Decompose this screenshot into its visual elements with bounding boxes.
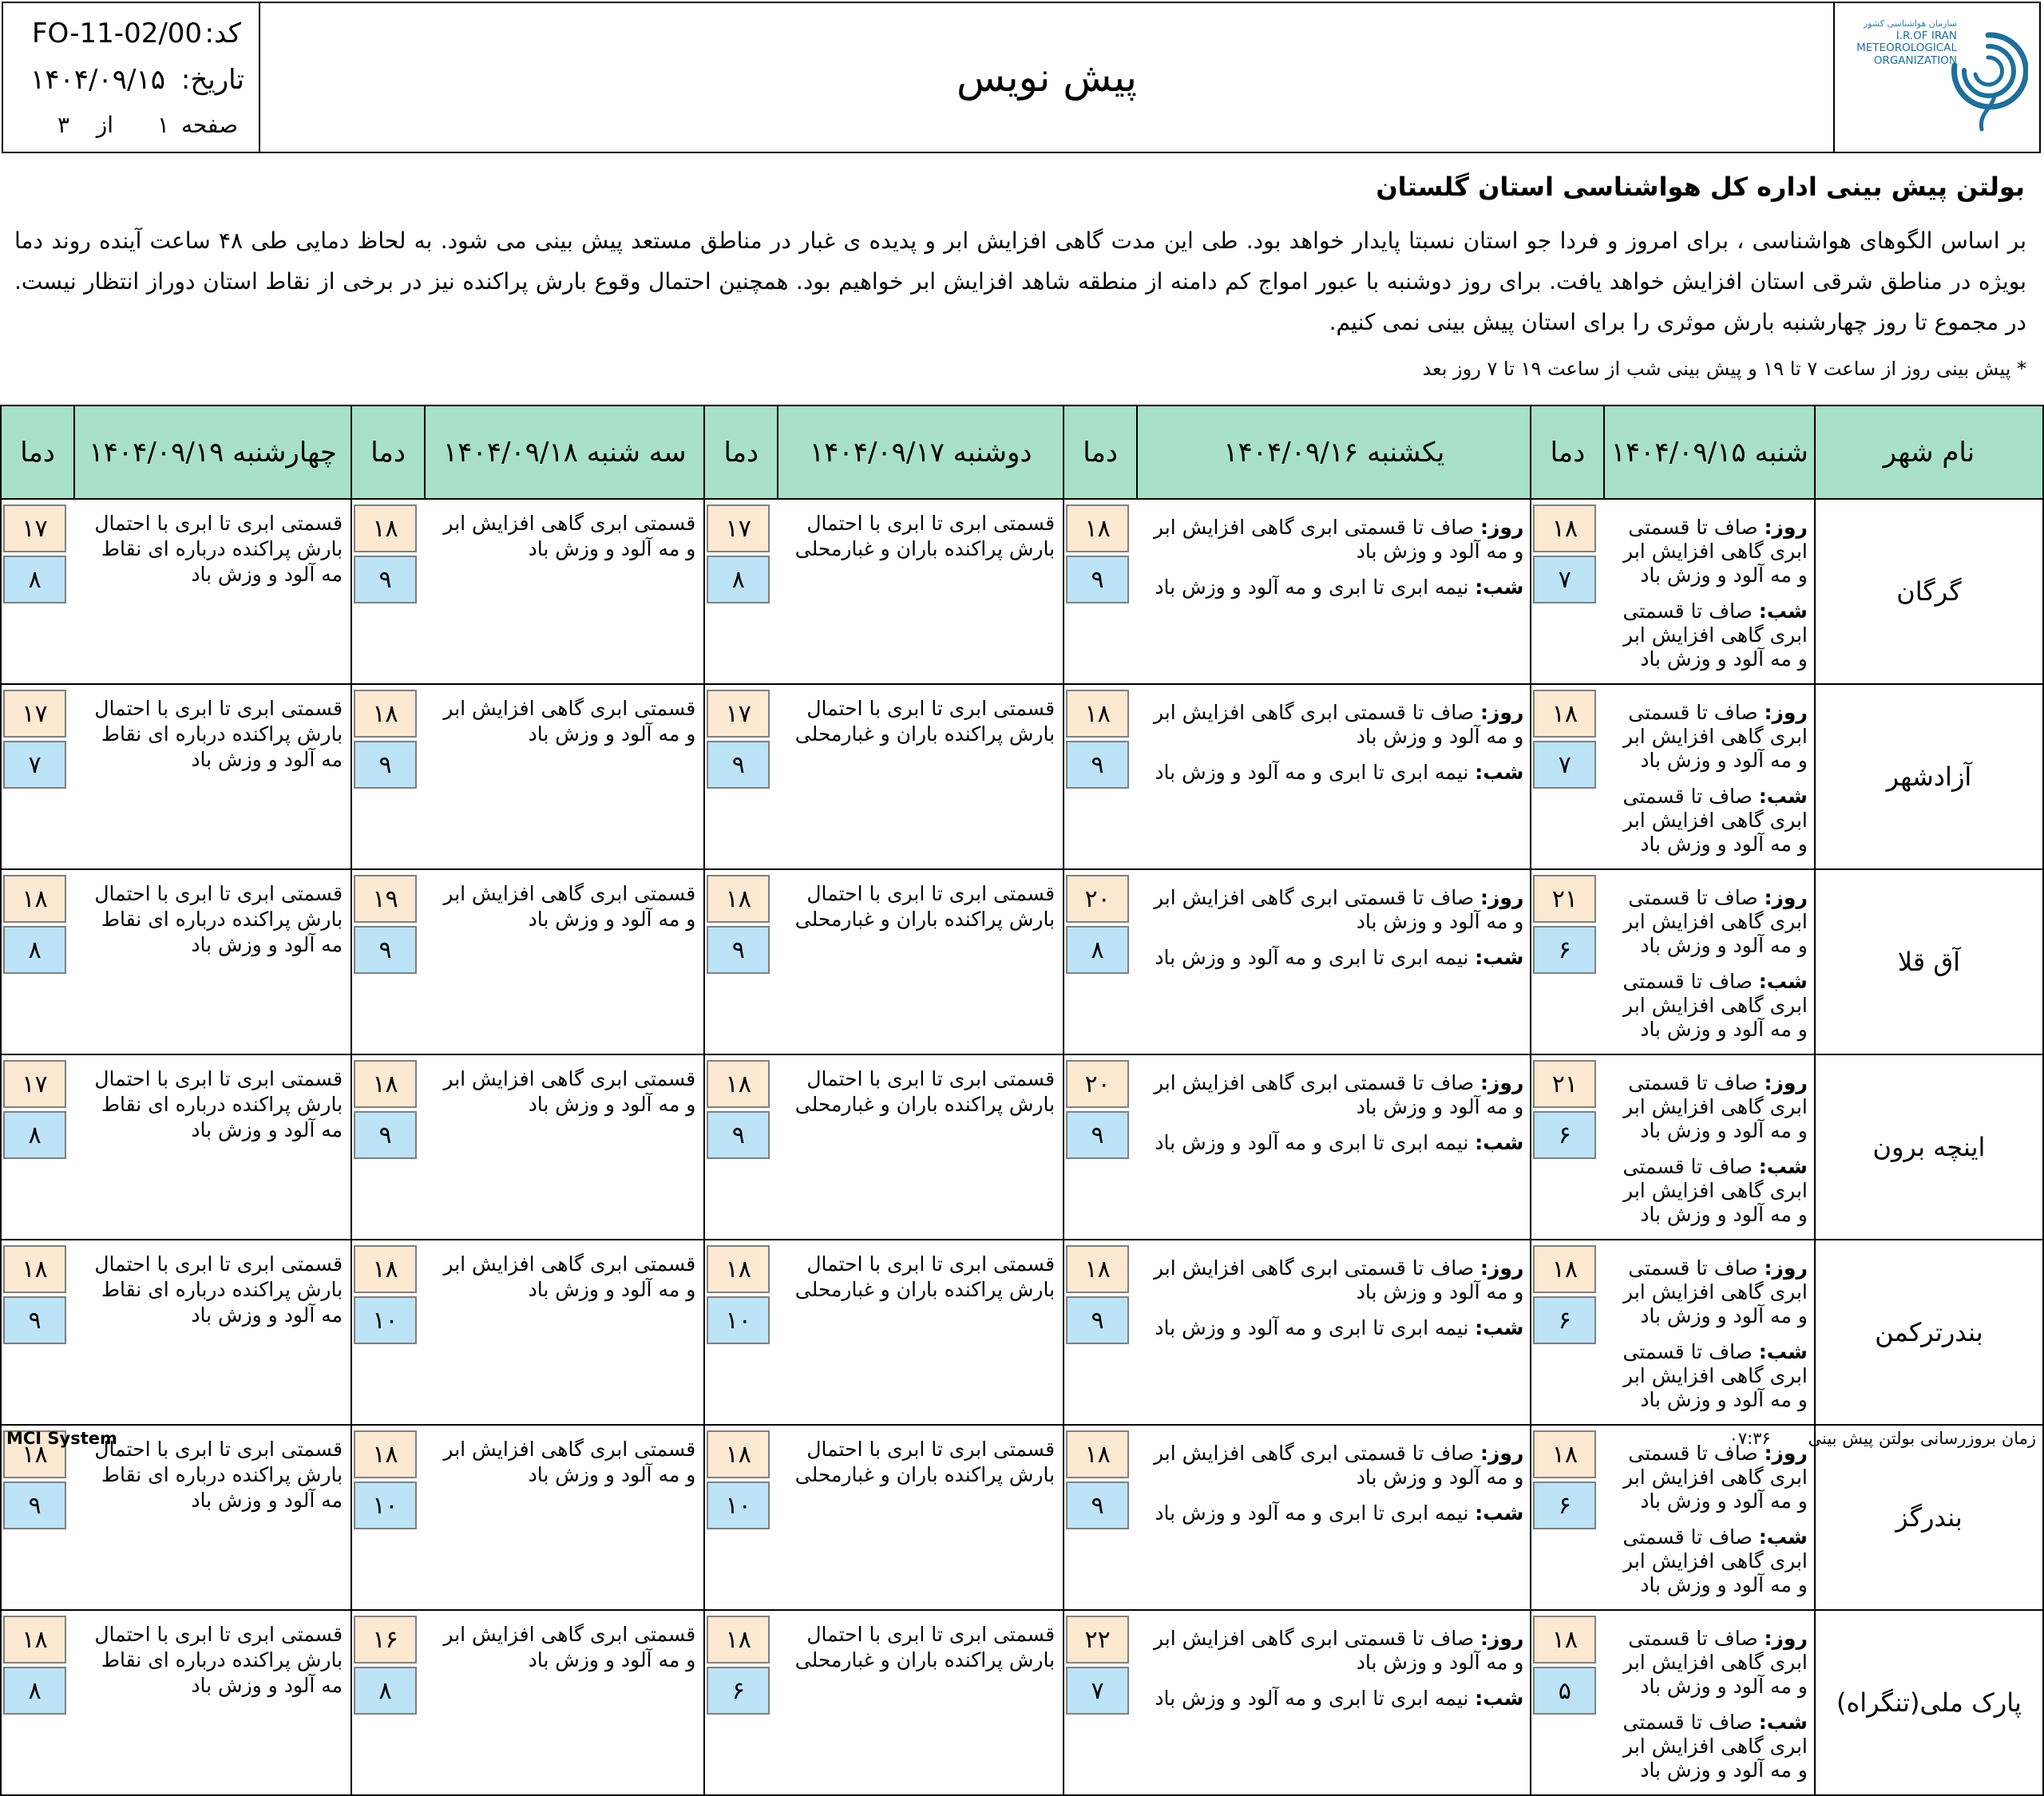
day-forecast bbox=[1609, 886, 1807, 958]
forecast-cell: قسمتی ابری تا ابری با احتمال بارش پراکنده باران و غبارمحلی bbox=[778, 684, 1064, 869]
forecast-cell: قسمتی ابری تا ابری با احتمال بارش پراکنده باران و غبارمحلی bbox=[778, 1610, 1064, 1795]
temperature-cell bbox=[1064, 684, 1137, 869]
max-temperature: ۱۸ bbox=[3, 1616, 66, 1663]
min-temperature: ۶ bbox=[1533, 926, 1596, 974]
forecast-cell: قسمتی ابری تا ابری با احتمال بارش پراکنده درباره ای نقاط مه آلود و وزش باد bbox=[74, 684, 351, 869]
max-temperature: ۱۸ bbox=[1533, 1245, 1596, 1293]
min-temperature: ۷ bbox=[1533, 556, 1596, 603]
temperature-cell bbox=[704, 1610, 778, 1795]
min-temperature: ۸ bbox=[707, 556, 770, 603]
day-night-forecast-cell bbox=[1604, 1240, 1814, 1425]
forecast-cell: قسمتی ابری گاهی افزایش ابر و مه آلود و وزش باد bbox=[425, 1240, 704, 1425]
temperature-cell bbox=[1, 869, 74, 1054]
max-temperature: ۱۸ bbox=[1066, 1245, 1129, 1293]
document-header bbox=[2, 2, 2041, 153]
max-temperature: ۲۰ bbox=[1066, 875, 1129, 923]
day-header: یکشنبه ۱۴۰۴/۰۹/۱۶ bbox=[1137, 405, 1531, 499]
max-temperature: ۱۸ bbox=[354, 1245, 417, 1293]
day-forecast bbox=[1609, 516, 1807, 587]
day-prefix: روز: bbox=[1764, 1256, 1808, 1280]
night-prefix: شب: bbox=[1475, 1131, 1524, 1154]
day-prefix: روز: bbox=[1480, 1071, 1524, 1094]
night-forecast bbox=[1142, 1687, 1523, 1711]
day-prefix: روز: bbox=[1764, 886, 1808, 909]
day-prefix: روز: bbox=[1480, 701, 1524, 724]
logo-text bbox=[1849, 18, 1957, 67]
city-name: بندرگز bbox=[1815, 1425, 2043, 1610]
forecast-time-note: * پیش بینی روز از ساعت ۷ تا ۱۹ و پیش بینی شب از ساعت ۱۹ تا ۷ روز بعد bbox=[1422, 358, 2026, 380]
day-forecast-text: صاف تا قسمتی ابری گاهی افزایش ابر و مه آلود و وزش باد bbox=[1154, 1627, 1524, 1674]
day-prefix: روز: bbox=[1764, 1627, 1808, 1650]
table-row bbox=[1, 684, 2043, 869]
min-temperature: ۶ bbox=[707, 1667, 770, 1715]
day-forecast bbox=[1609, 1071, 1807, 1143]
page-title: پیش نویس bbox=[956, 54, 1138, 101]
min-temperature: ۸ bbox=[3, 1111, 66, 1159]
forecast-cell: قسمتی ابری گاهی افزایش ابر و مه آلود و وزش باد bbox=[425, 499, 704, 684]
min-temperature: ۵ bbox=[1533, 1667, 1596, 1715]
day-forecast-text: صاف تا قسمتی ابری گاهی افزایش ابر و مه آلود و وزش باد bbox=[1623, 516, 1808, 587]
temperature-cell bbox=[351, 869, 425, 1054]
day-night-forecast-cell bbox=[1604, 869, 1814, 1054]
min-temperature: ۸ bbox=[1066, 926, 1129, 974]
night-forecast-text: صاف تا قسمتی ابری گاهی افزایش ابر و مه آلود و وزش باد bbox=[1622, 1711, 1808, 1782]
day-prefix: روز: bbox=[1764, 1071, 1808, 1094]
temperature-cell bbox=[1064, 1054, 1137, 1240]
max-temperature: ۱۷ bbox=[3, 690, 66, 738]
max-temperature: ۱۸ bbox=[1066, 504, 1129, 552]
day-forecast bbox=[1142, 886, 1523, 934]
update-time-footer bbox=[1729, 1429, 2036, 1448]
forecast-cell: قسمتی ابری گاهی افزایش ابر و مه آلود و وزش باد bbox=[425, 1610, 704, 1795]
max-temperature: ۱۹ bbox=[354, 875, 417, 923]
forecast-cell: قسمتی ابری تا ابری با احتمال بارش پراکنده باران و غبارمحلی bbox=[778, 1240, 1064, 1425]
document-meta bbox=[3, 3, 260, 152]
min-temperature: ۶ bbox=[1533, 1482, 1596, 1529]
temperature-cell bbox=[1, 1610, 74, 1795]
min-temperature: ۹ bbox=[3, 1296, 66, 1344]
max-temperature: ۱۸ bbox=[354, 1430, 417, 1478]
min-temperature: ۶ bbox=[1533, 1296, 1596, 1344]
night-prefix: شب: bbox=[1758, 785, 1808, 808]
min-temperature: ۹ bbox=[1066, 1111, 1129, 1159]
temperature-cell bbox=[351, 684, 425, 869]
temp-header: دما bbox=[704, 405, 778, 499]
forecast-cell: قسمتی ابری گاهی افزایش ابر و مه آلود و وزش باد bbox=[425, 869, 704, 1054]
night-forecast bbox=[1142, 1501, 1523, 1525]
night-prefix: شب: bbox=[1758, 1711, 1808, 1734]
day-prefix: روز: bbox=[1480, 1256, 1524, 1280]
logo-en-line-2: METEOROLOGICAL bbox=[1856, 42, 1957, 54]
day-night-forecast-cell bbox=[1604, 684, 1814, 869]
logo-persian-name: سازمان هواشناسی کشور bbox=[1863, 18, 1957, 29]
table-row bbox=[1, 1240, 2043, 1425]
night-prefix: شب: bbox=[1475, 1687, 1524, 1710]
day-forecast-text: صاف تا قسمتی ابری گاهی افزایش ابر و مه آلود و وزش باد bbox=[1623, 886, 1808, 957]
day-night-forecast-cell bbox=[1604, 1425, 1814, 1610]
day-forecast bbox=[1609, 701, 1807, 773]
table-row bbox=[1, 1054, 2043, 1240]
max-temperature: ۱۸ bbox=[707, 1060, 770, 1108]
day-night-forecast-cell bbox=[1604, 1054, 1814, 1240]
day-forecast-text: صاف تا قسمتی ابری گاهی افزایش ابر و مه آلود و وزش باد bbox=[1154, 1071, 1524, 1118]
forecast-cell: قسمتی ابری تا ابری با احتمال بارش پراکنده درباره ای نقاط مه آلود و وزش باد bbox=[74, 1054, 351, 1240]
night-forecast bbox=[1142, 1316, 1523, 1340]
night-forecast-text: صاف تا قسمتی ابری گاهی افزایش ابر و مه آلود و وزش باد bbox=[1622, 1525, 1808, 1596]
max-temperature: ۱۸ bbox=[354, 504, 417, 552]
max-temperature: ۱۷ bbox=[707, 690, 770, 738]
night-prefix: شب: bbox=[1475, 576, 1524, 599]
organization-logo bbox=[1833, 3, 2039, 152]
night-prefix: شب: bbox=[1475, 761, 1524, 784]
day-forecast bbox=[1609, 1256, 1807, 1328]
min-temperature: ۷ bbox=[1066, 1667, 1129, 1715]
table-row bbox=[1, 1425, 2043, 1610]
max-temperature: ۱۷ bbox=[3, 1060, 66, 1108]
table-body bbox=[1, 499, 2043, 1795]
min-temperature: ۹ bbox=[3, 1482, 66, 1529]
city-name: اینچه برون bbox=[1815, 1054, 2043, 1240]
temperature-cell bbox=[351, 1054, 425, 1240]
max-temperature: ۱۸ bbox=[1533, 690, 1596, 738]
temperature-cell bbox=[1531, 499, 1604, 684]
night-forecast bbox=[1609, 1155, 1807, 1227]
min-temperature: ۸ bbox=[3, 556, 66, 603]
temperature-cell bbox=[351, 1240, 425, 1425]
temperature-cell bbox=[1064, 499, 1137, 684]
city-name: پارک ملی(تنگراه) bbox=[1815, 1610, 2043, 1795]
night-forecast-text: نیمه ابری تا ابری و مه آلود و وزش باد bbox=[1155, 761, 1469, 784]
night-forecast-text: نیمه ابری تا ابری و مه آلود و وزش باد bbox=[1155, 946, 1469, 969]
day-forecast-text: صاف تا قسمتی ابری گاهی افزایش ابر و مه آلود و وزش باد bbox=[1154, 516, 1524, 563]
night-prefix: شب: bbox=[1475, 1316, 1524, 1339]
max-temperature: ۱۸ bbox=[707, 1616, 770, 1663]
temperature-cell bbox=[704, 869, 778, 1054]
max-temperature: ۱۸ bbox=[1533, 1616, 1596, 1663]
forecast-cell: قسمتی ابری تا ابری با احتمال بارش پراکنده درباره ای نقاط مه آلود و وزش باد bbox=[74, 1240, 351, 1425]
city-name: آق قلا bbox=[1815, 869, 2043, 1054]
city-name: گرگان bbox=[1815, 499, 2043, 684]
night-forecast bbox=[1609, 785, 1807, 856]
min-temperature: ۹ bbox=[1066, 556, 1129, 603]
min-temperature: ۹ bbox=[1066, 1482, 1129, 1529]
night-forecast-text: صاف تا قسمتی ابری گاهی افزایش ابر و مه آلود و وزش باد bbox=[1622, 1340, 1808, 1411]
day-prefix: روز: bbox=[1480, 516, 1524, 539]
temp-header: دما bbox=[351, 405, 425, 499]
max-temperature: ۱۸ bbox=[354, 690, 417, 738]
bulletin-paragraph: بر اساس الگوهای هواشناسی ، برای امروز و فردا جو استان نسبتا پایدار خواهد بود. طی این مدت گاهی افزایش ابر و پدیده ی غبار در مناطق مستعد پیش بینی می شود. به لحاظ دمایی طی ۴۸ ساعت آینده روند دما بویژه در مناطق شرقی استان افزایش خواهد یافت. برای روز دوشنبه با عبور امواج کم دامنه از منطقه شاهد افزایش ابر خواهیم بود. همچنین احتمال وقوع بارش پراکنده نیز در برخی از نقاط استان دوراز انتظار نیست. در مجموع تا روز چهارشنبه بارش موثری را برای استان پیش بینی نمی کنیم. bbox=[14, 227, 2027, 335]
day-night-forecast-cell bbox=[1137, 1610, 1531, 1795]
night-forecast bbox=[1609, 1340, 1807, 1412]
day-forecast-text: صاف تا قسمتی ابری گاهی افزایش ابر و مه آلود و وزش باد bbox=[1154, 701, 1524, 748]
day-forecast-text: صاف تا قسمتی ابری گاهی افزایش ابر و مه آلود و وزش باد bbox=[1623, 1256, 1808, 1327]
min-temperature: ۱۰ bbox=[707, 1482, 770, 1529]
night-forecast-text: نیمه ابری تا ابری و مه آلود و وزش باد bbox=[1155, 1687, 1469, 1710]
min-temperature: ۸ bbox=[3, 926, 66, 974]
update-time: ۰۷:۳۶ bbox=[1729, 1429, 1771, 1448]
max-temperature: ۱۸ bbox=[354, 1060, 417, 1108]
code-label: کد: bbox=[204, 18, 241, 49]
max-temperature: ۱۸ bbox=[1066, 690, 1129, 738]
max-temperature: ۱۸ bbox=[707, 875, 770, 923]
temperature-cell bbox=[351, 1425, 425, 1610]
temperature-cell bbox=[1531, 1240, 1604, 1425]
day-forecast-text: صاف تا قسمتی ابری گاهی افزایش ابر و مه آلود و وزش باد bbox=[1154, 1256, 1524, 1303]
meteorological-logo-icon bbox=[1948, 19, 2028, 139]
day-prefix: روز: bbox=[1764, 1442, 1808, 1465]
max-temperature: ۱۶ bbox=[354, 1616, 417, 1663]
bulletin-title: بولتن پیش بینی اداره کل هواشناسی استان گلستان bbox=[1376, 172, 2025, 202]
forecast-cell: قسمتی ابری تا ابری با احتمال بارش پراکنده باران و غبارمحلی bbox=[778, 499, 1064, 684]
max-temperature: ۲۰ bbox=[1066, 1060, 1129, 1108]
day-forecast-text: صاف تا قسمتی ابری گاهی افزایش ابر و مه آلود و وزش باد bbox=[1154, 1442, 1524, 1489]
day-night-forecast-cell bbox=[1604, 499, 1814, 684]
day-prefix: روز: bbox=[1764, 516, 1808, 539]
system-name: MCI System bbox=[6, 1429, 117, 1448]
min-temperature: ۹ bbox=[354, 556, 417, 603]
day-night-forecast-cell bbox=[1604, 1610, 1814, 1795]
day-forecast bbox=[1609, 1627, 1807, 1699]
day-forecast-text: صاف تا قسمتی ابری گاهی افزایش ابر و مه آلود و وزش باد bbox=[1623, 1627, 1808, 1698]
night-prefix: شب: bbox=[1475, 946, 1524, 969]
max-temperature: ۱۸ bbox=[3, 1245, 66, 1293]
forecast-cell: قسمتی ابری گاهی افزایش ابر و مه آلود و وزش باد bbox=[425, 1054, 704, 1240]
min-temperature: ۹ bbox=[354, 926, 417, 974]
forecast-cell: قسمتی ابری تا ابری با احتمال بارش پراکنده درباره ای نقاط مه آلود و وزش باد bbox=[74, 499, 351, 684]
day-prefix: روز: bbox=[1764, 701, 1808, 724]
min-temperature: ۹ bbox=[1066, 1296, 1129, 1344]
table-row bbox=[1, 869, 2043, 1054]
min-temperature: ۱۰ bbox=[354, 1296, 417, 1344]
night-forecast bbox=[1609, 1525, 1807, 1597]
night-forecast bbox=[1609, 1711, 1807, 1782]
forecast-cell: قسمتی ابری گاهی افزایش ابر و مه آلود و وزش باد bbox=[425, 1425, 704, 1610]
temperature-cell bbox=[704, 499, 778, 684]
day-prefix: روز: bbox=[1480, 886, 1524, 909]
city-column-header: نام شهر bbox=[1815, 405, 2043, 499]
temp-header: دما bbox=[1, 405, 74, 499]
max-temperature: ۱۸ bbox=[3, 1430, 66, 1478]
min-temperature: ۹ bbox=[707, 741, 770, 789]
day-night-forecast-cell bbox=[1137, 499, 1531, 684]
city-name: آزادشهر bbox=[1815, 684, 2043, 869]
night-forecast-text: نیمه ابری تا ابری و مه آلود و وزش باد bbox=[1155, 1131, 1469, 1154]
forecast-cell: قسمتی ابری تا ابری با احتمال بارش پراکنده باران و غبارمحلی bbox=[778, 869, 1064, 1054]
day-forecast-text: صاف تا قسمتی ابری گاهی افزایش ابر و مه آلود و وزش باد bbox=[1623, 1442, 1808, 1513]
max-temperature: ۱۸ bbox=[3, 875, 66, 923]
page-row bbox=[3, 112, 259, 144]
temperature-cell bbox=[1, 1054, 74, 1240]
code-row bbox=[3, 18, 259, 53]
min-temperature: ۶ bbox=[1533, 1111, 1596, 1159]
night-prefix: شب: bbox=[1758, 599, 1808, 623]
table-header-row bbox=[1, 405, 2043, 499]
temperature-cell bbox=[1064, 869, 1137, 1054]
temperature-cell bbox=[1531, 1610, 1604, 1795]
forecast-cell: قسمتی ابری گاهی افزایش ابر و مه آلود و وزش باد bbox=[425, 684, 704, 869]
min-temperature: ۷ bbox=[3, 741, 66, 789]
night-forecast bbox=[1142, 1131, 1523, 1155]
day-header: شنبه ۱۴۰۴/۰۹/۱۵ bbox=[1604, 405, 1814, 499]
city-name: بندرترکمن bbox=[1815, 1240, 2043, 1425]
min-temperature: ۸ bbox=[354, 1667, 417, 1715]
temperature-cell bbox=[351, 1610, 425, 1795]
night-prefix: شب: bbox=[1758, 1525, 1808, 1549]
min-temperature: ۷ bbox=[1533, 741, 1596, 789]
night-forecast bbox=[1142, 761, 1523, 785]
temperature-cell bbox=[351, 499, 425, 684]
night-prefix: شب: bbox=[1758, 970, 1808, 993]
temperature-cell bbox=[1, 684, 74, 869]
day-forecast bbox=[1142, 1071, 1523, 1119]
max-temperature: ۱۸ bbox=[707, 1430, 770, 1478]
forecast-table bbox=[0, 405, 2044, 1796]
night-forecast bbox=[1609, 970, 1807, 1042]
table-row bbox=[1, 499, 2043, 684]
night-forecast bbox=[1142, 946, 1523, 970]
forecast-cell: قسمتی ابری تا ابری با احتمال بارش پراکنده درباره ای نقاط مه آلود و وزش باد bbox=[74, 869, 351, 1054]
min-temperature: ۹ bbox=[707, 926, 770, 974]
day-forecast bbox=[1142, 1627, 1523, 1675]
date-label: تاریخ: bbox=[180, 64, 244, 96]
night-forecast-text: صاف تا قسمتی ابری گاهی افزایش ابر و مه آلود و وزش باد bbox=[1622, 970, 1808, 1041]
day-forecast-text: صاف تا قسمتی ابری گاهی افزایش ابر و مه آلود و وزش باد bbox=[1154, 886, 1524, 933]
temperature-cell bbox=[1, 499, 74, 684]
page-of: از bbox=[96, 112, 113, 138]
day-forecast bbox=[1142, 1442, 1523, 1489]
max-temperature: ۱۸ bbox=[1533, 1430, 1596, 1478]
min-temperature: ۹ bbox=[1066, 741, 1129, 789]
night-forecast-text: صاف تا قسمتی ابری گاهی افزایش ابر و مه آلود و وزش باد bbox=[1622, 785, 1808, 856]
night-forecast bbox=[1609, 599, 1807, 671]
temperature-cell bbox=[1531, 869, 1604, 1054]
page-total: ۳ bbox=[57, 112, 70, 138]
day-night-forecast-cell bbox=[1137, 1240, 1531, 1425]
day-forecast-text: صاف تا قسمتی ابری گاهی افزایش ابر و مه آلود و وزش باد bbox=[1623, 701, 1808, 772]
min-temperature: ۹ bbox=[354, 1111, 417, 1159]
night-prefix: شب: bbox=[1475, 1501, 1524, 1525]
temp-header: دما bbox=[1064, 405, 1137, 499]
date-value: ۱۴۰۴/۰۹/۱۵ bbox=[30, 64, 166, 96]
temp-header: دما bbox=[1531, 405, 1604, 499]
night-forecast-text: نیمه ابری تا ابری و مه آلود و وزش باد bbox=[1155, 1316, 1469, 1339]
temperature-cell bbox=[1531, 1425, 1604, 1610]
max-temperature: ۲۱ bbox=[1533, 875, 1596, 923]
max-temperature: ۲۲ bbox=[1066, 1616, 1129, 1663]
max-temperature: ۱۸ bbox=[1066, 1430, 1129, 1478]
temperature-cell bbox=[704, 1425, 778, 1610]
forecast-cell: قسمتی ابری تا ابری با احتمال بارش پراکنده باران و غبارمحلی bbox=[778, 1054, 1064, 1240]
day-header: سه شنبه ۱۴۰۴/۰۹/۱۸ bbox=[425, 405, 704, 499]
day-forecast-text: صاف تا قسمتی ابری گاهی افزایش ابر و مه آلود و وزش باد bbox=[1623, 1071, 1808, 1142]
day-forecast bbox=[1142, 516, 1523, 564]
min-temperature: ۹ bbox=[707, 1111, 770, 1159]
page-label: صفحه bbox=[180, 112, 238, 138]
day-night-forecast-cell bbox=[1137, 684, 1531, 869]
logo-en-line-3: ORGANIZATION bbox=[1873, 53, 1957, 67]
min-temperature: ۱۰ bbox=[707, 1296, 770, 1344]
page-number: ۱ bbox=[156, 112, 169, 138]
temperature-cell bbox=[1, 1240, 74, 1425]
day-prefix: روز: bbox=[1480, 1627, 1524, 1650]
night-forecast-text: نیمه ابری تا ابری و مه آلود و وزش باد bbox=[1155, 576, 1469, 599]
temperature-cell bbox=[1531, 1054, 1604, 1240]
night-forecast bbox=[1142, 576, 1523, 599]
night-forecast-text: صاف تا قسمتی ابری گاهی افزایش ابر و مه آلود و وزش باد bbox=[1622, 599, 1808, 671]
code-value: FO-11-02/00 bbox=[32, 18, 203, 49]
day-night-forecast-cell bbox=[1137, 869, 1531, 1054]
day-header: دوشنبه ۱۴۰۴/۰۹/۱۷ bbox=[778, 405, 1064, 499]
temperature-cell bbox=[1064, 1240, 1137, 1425]
day-night-forecast-cell bbox=[1137, 1054, 1531, 1240]
min-temperature: ۹ bbox=[354, 741, 417, 789]
day-forecast bbox=[1609, 1442, 1807, 1513]
max-temperature: ۱۷ bbox=[707, 504, 770, 552]
date-row bbox=[3, 64, 259, 99]
night-forecast-text: نیمه ابری تا ابری و مه آلود و وزش باد bbox=[1155, 1501, 1469, 1525]
day-forecast bbox=[1142, 1256, 1523, 1304]
logo-en-line-1: I.R.OF IRAN bbox=[1895, 29, 1957, 42]
day-forecast bbox=[1142, 701, 1523, 749]
max-temperature: ۱۷ bbox=[3, 504, 66, 552]
temperature-cell bbox=[704, 684, 778, 869]
min-temperature: ۱۰ bbox=[354, 1482, 417, 1529]
day-night-forecast-cell bbox=[1137, 1425, 1531, 1610]
table-row bbox=[1, 1610, 2043, 1795]
max-temperature: ۱۸ bbox=[707, 1245, 770, 1293]
forecast-cell: قسمتی ابری تا ابری با احتمال بارش پراکنده باران و غبارمحلی bbox=[778, 1425, 1064, 1610]
min-temperature: ۸ bbox=[3, 1667, 66, 1715]
night-forecast-text: صاف تا قسمتی ابری گاهی افزایش ابر و مه آلود و وزش باد bbox=[1622, 1155, 1808, 1226]
day-prefix: روز: bbox=[1480, 1442, 1524, 1465]
update-label: زمان بروزرسانی بولتن پیش بینی bbox=[1808, 1429, 2036, 1448]
temperature-cell bbox=[704, 1054, 778, 1240]
temperature-cell bbox=[1, 1425, 74, 1610]
day-header: چهارشنبه ۱۴۰۴/۰۹/۱۹ bbox=[74, 405, 351, 499]
forecast-cell: قسمتی ابری تا ابری با احتمال بارش پراکنده درباره ای نقاط مه آلود و وزش باد bbox=[74, 1610, 351, 1795]
temperature-cell bbox=[1064, 1425, 1137, 1610]
temperature-cell bbox=[1064, 1610, 1137, 1795]
night-prefix: شب: bbox=[1758, 1340, 1808, 1363]
forecast-cell: قسمتی ابری تا ابری با احتمال بارش پراکنده درباره ای نقاط مه آلود و وزش باد bbox=[74, 1425, 351, 1610]
max-temperature: ۲۱ bbox=[1533, 1060, 1596, 1108]
night-prefix: شب: bbox=[1758, 1155, 1808, 1178]
max-temperature: ۱۸ bbox=[1533, 504, 1596, 552]
temperature-cell bbox=[704, 1240, 778, 1425]
temperature-cell bbox=[1531, 684, 1604, 869]
